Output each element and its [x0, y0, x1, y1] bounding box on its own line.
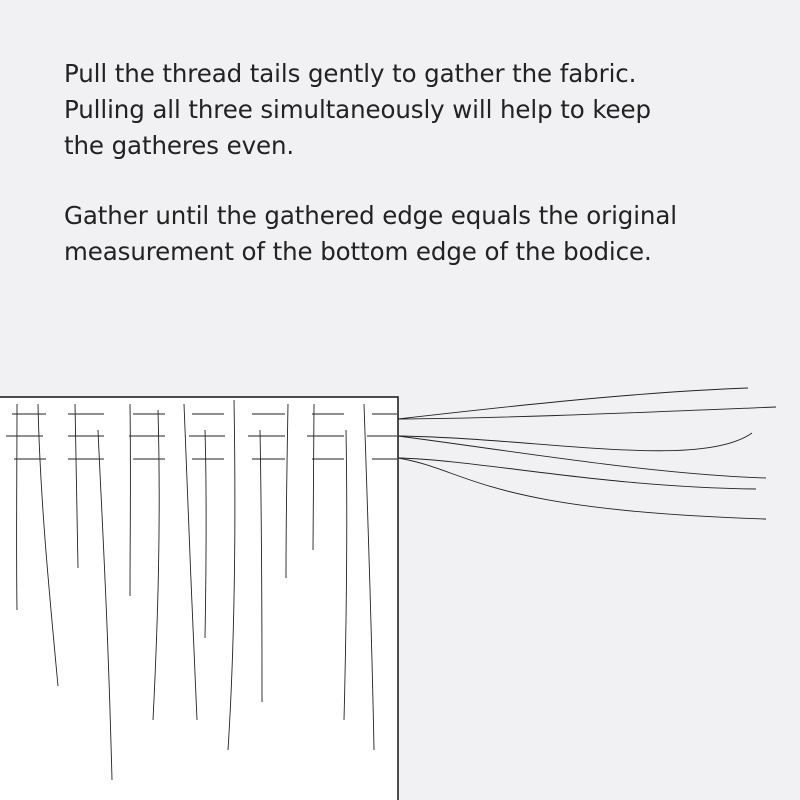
- instruction-line: Pull the thread tails gently to gather the fabric.: [64, 59, 637, 88]
- thread-tails: [398, 388, 776, 519]
- thread-tail: [398, 458, 766, 519]
- instruction-line: Gather until the gathered edge equals the original: [64, 201, 677, 230]
- instruction-line: Pulling all three simultaneously will help to keep: [64, 95, 651, 124]
- instruction-line: measurement of the bottom edge of the bodice.: [64, 237, 652, 266]
- fabric-panel: [0, 397, 398, 800]
- thread-tail: [398, 433, 752, 451]
- instruction-line: the gatheres even.: [64, 131, 295, 160]
- thread-tail: [398, 436, 766, 478]
